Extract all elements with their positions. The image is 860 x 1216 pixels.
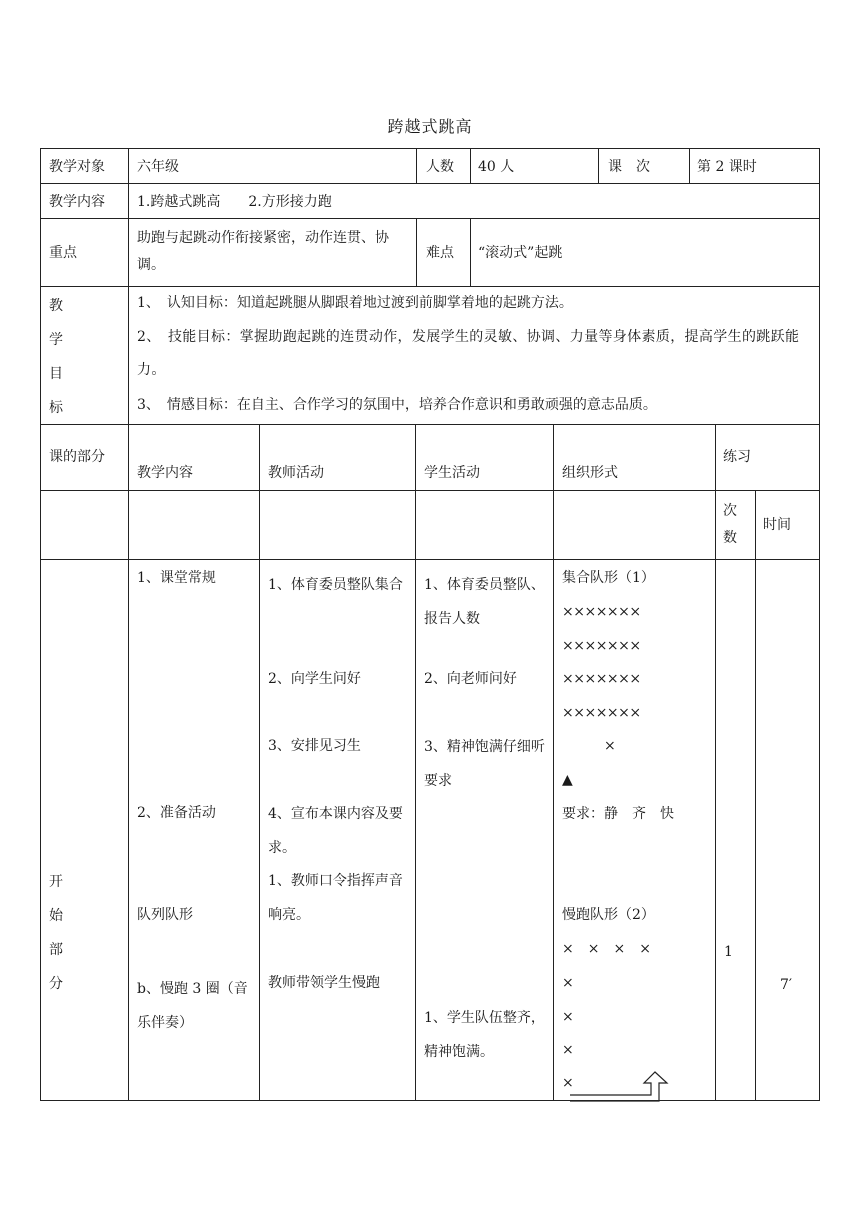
target-label: 教学对象: [49, 159, 105, 175]
header-teacher: 教师活动: [268, 465, 324, 481]
page-title: 跨越式跳高: [387, 117, 473, 136]
header-times: 次数: [723, 503, 737, 546]
organization-line: ×: [562, 738, 616, 754]
teacher-activity: 4、宣布本课内容及要求。: [268, 806, 403, 856]
student-activity: 1、体育委员整队、报告人数: [424, 577, 545, 627]
start-content-item: b、慢跑 3 圈（音乐伴奏）: [137, 981, 248, 1031]
objective-item: 1、 认知目标：知道起跳腿从脚跟着地过渡到前脚掌着地的起跳方法。: [137, 295, 573, 311]
objectives-label-char: 目: [49, 366, 63, 382]
start-content-item: 队列队形: [137, 907, 193, 923]
objective-item: 3、 情感目标：在自主、合作学习的氛围中，培养合作意识和勇敢顽强的意志品质。: [137, 397, 657, 413]
target-value: 六年级: [137, 159, 179, 175]
difficulty-label: 难点: [426, 245, 454, 261]
start-section-char: 部: [49, 942, 63, 958]
content-label: 教学内容: [49, 194, 105, 210]
lesson-value: 第 2 课时: [697, 159, 757, 175]
organization-line: ×: [562, 1075, 574, 1091]
organization-line: ×××××××: [562, 638, 641, 654]
objectives-label-char: 学: [49, 332, 63, 348]
start-content-item: 1、课堂常规: [137, 570, 216, 586]
header-part: 课的部分: [49, 449, 105, 465]
organization-line: 慢跑队形（2）: [562, 907, 655, 923]
organization-line: 集合队形（1）: [562, 570, 655, 586]
organization-line: ×××××××: [562, 705, 641, 721]
key-points-label: 重点: [49, 245, 77, 261]
teacher-activity: 1、体育委员整队集合: [268, 577, 403, 593]
running-route-arrow-icon: [568, 1070, 674, 1102]
organization-line: ▲: [562, 772, 573, 788]
organization-line: ×: [562, 975, 574, 991]
objectives-label-char: 标: [49, 400, 63, 416]
start-section-char: 开: [49, 874, 63, 890]
difficulty-value: “滚动式”起跳: [478, 245, 563, 261]
organization-line: 要求：静 齐 快: [562, 806, 674, 822]
count-value: 40 人: [478, 159, 515, 175]
organization-line: ×××××××: [562, 671, 641, 687]
student-activity: 2、向老师问好: [424, 671, 517, 687]
objective-item: 2、 技能目标：掌握助跑起跳的连贯动作，发展学生的灵敏、协调、力量等身体素质，提高学生的跳跃能力。: [137, 329, 800, 378]
start-content-item: 2、准备活动: [137, 805, 216, 821]
header-student: 学生活动: [424, 465, 480, 481]
header-duration: 时间: [763, 517, 791, 533]
objectives-label-char: 教: [49, 298, 63, 314]
organization-line: × × × ×: [562, 941, 651, 957]
header-content: 教学内容: [137, 465, 193, 481]
student-activity: 1、学生队伍整齐，精神饱满。: [424, 1010, 545, 1060]
count-label: 人数: [426, 159, 454, 175]
content-value: 1.跨越式跳高 2.方形接力跑: [137, 194, 332, 210]
lesson-label: 课 次: [608, 159, 650, 175]
start-section-char: 分: [49, 976, 63, 992]
teacher-activity: 3、安排见习生: [268, 738, 361, 754]
organization-line: ×××××××: [562, 604, 641, 620]
organization-line: ×: [562, 1042, 574, 1058]
header-practice: 练习: [723, 449, 751, 465]
teacher-activity: 2、向学生问好: [268, 671, 361, 687]
practice-times: 1: [724, 944, 733, 960]
practice-duration: 7′: [780, 977, 793, 993]
student-activity: 3、精神饱满仔细听要求: [424, 739, 545, 789]
key-points-value: 助跑与起跳动作衔接紧密，动作连贯、协调。: [137, 230, 389, 273]
organization-line: ×: [562, 1009, 574, 1025]
header-organization: 组织形式: [562, 465, 618, 481]
start-section-char: 始: [49, 908, 63, 924]
teacher-activity: 教师带领学生慢跑: [268, 975, 380, 991]
teacher-activity: 1、教师口令指挥声音响亮。: [268, 873, 403, 923]
